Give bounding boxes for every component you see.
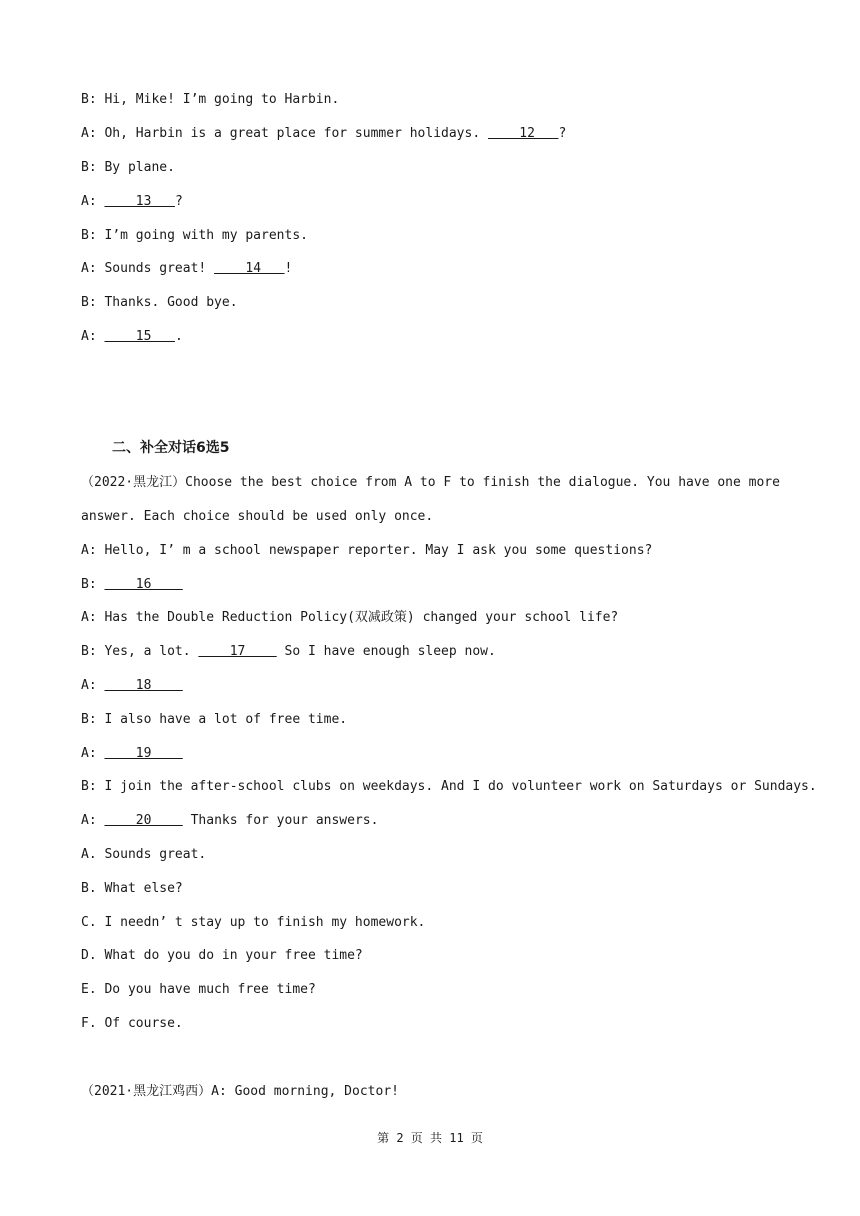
dialogue-line: B: Thanks. Good bye.	[81, 295, 238, 310]
option-d: D. What do you do in your free time?	[81, 948, 363, 963]
question-intro: （2022·黑龙江）Choose the best choice from A to F to finish the dialogue. You have one more	[81, 475, 780, 490]
dialogue-line: B: Yes, a lot. 17 So I have enough sleep now.	[81, 644, 496, 659]
option-c: C. I needn’ t stay up to finish my homework.	[81, 915, 426, 930]
dialogue-line: A: 13 ?	[81, 194, 183, 209]
option-a: A. Sounds great.	[81, 847, 207, 862]
answer-blank-15: 15	[104, 329, 175, 344]
dialogue-line: A: Hello, I’ m a school newspaper reporter. May I ask you some questions?	[81, 543, 653, 558]
answer-blank-18: 18	[104, 678, 183, 693]
answer-blank-12: 12	[488, 126, 559, 141]
page-footer: 第 2 页 共 11 页	[377, 1131, 483, 1145]
dialogue-line: A: 19	[81, 746, 183, 761]
section-title: 二、补全对话6选5	[112, 440, 230, 456]
dialogue-line: B: I’m going with my parents.	[81, 228, 308, 243]
dialogue-line: B: I join the after-school clubs on weekdays. And I do volunteer work on Saturdays or Sundays.	[81, 779, 817, 794]
answer-blank-16: 16	[104, 577, 183, 592]
next-question-intro: （2021·黑龙江鸡西）A: Good morning, Doctor!	[81, 1084, 399, 1099]
answer-blank-20: 20	[104, 813, 183, 828]
option-e: E. Do you have much free time?	[81, 982, 316, 997]
question-intro-continued: answer. Each choice should be used only once.	[81, 509, 434, 524]
option-b: B. What else?	[81, 881, 183, 896]
dialogue-line: A: Has the Double Reduction Policy(双减政策) changed your school life?	[81, 610, 619, 625]
dialogue-line: A: 18	[81, 678, 183, 693]
dialogue-line: A: 15 .	[81, 329, 183, 344]
dialogue-line: B: Hi, Mike! I’m going to Harbin.	[81, 92, 340, 107]
dialogue-line: A: Oh, Harbin is a great place for summer holidays. 12 ?	[81, 126, 567, 141]
answer-blank-17: 17	[198, 644, 277, 659]
option-f: F. Of course.	[81, 1016, 183, 1031]
dialogue-line: B: By plane.	[81, 160, 175, 175]
dialogue-line: B: I also have a lot of free time.	[81, 712, 348, 727]
dialogue-line: A: 20 Thanks for your answers.	[81, 813, 379, 828]
answer-blank-14: 14	[214, 261, 285, 276]
dialogue-line: A: Sounds great! 14 !	[81, 261, 293, 276]
answer-blank-13: 13	[104, 194, 175, 209]
dialogue-line: B: 16	[81, 577, 183, 592]
answer-blank-19: 19	[104, 746, 183, 761]
